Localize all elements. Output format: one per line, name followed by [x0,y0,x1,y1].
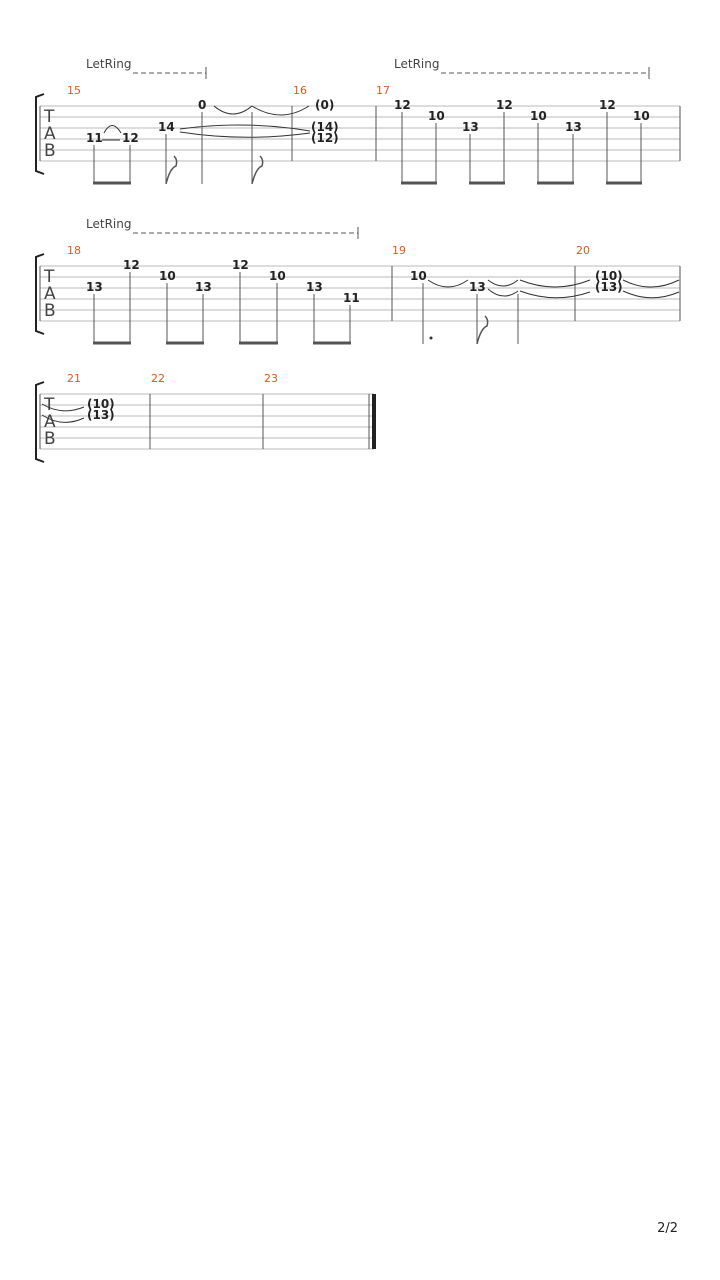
fret-number: 10 [530,109,547,123]
tab-clef-t: T [44,267,55,287]
fret-number: 13 [195,280,212,294]
fret-number: 12 [123,258,140,272]
fret-number: 11 [86,131,103,145]
fret-number: (10) [87,397,115,411]
ties [428,280,679,298]
measure-number: 18 [67,244,81,257]
tab-clef-t: T [44,395,55,415]
fret-number: 10 [159,269,176,283]
measure-number: 16 [293,84,307,97]
measure-number: 19 [392,244,406,257]
fret-number: 10 [410,269,427,283]
fret-number: 10 [269,269,286,283]
letring-label: LetRing [394,57,440,71]
tab-clef-a: A [44,124,56,144]
fret-number: (13) [87,408,115,422]
measure-number: 23 [264,372,278,385]
fret-number: 13 [462,120,479,134]
fret-number: 12 [232,258,249,272]
measure-number: 15 [67,84,81,97]
note-flags [477,316,488,344]
fret-number: 14 [158,120,175,134]
fret-number: (13) [595,280,623,294]
fret-number: 13 [306,280,323,294]
note-flags [166,156,263,184]
fret-number: (10) [595,269,623,283]
tab-clef-t: T [44,107,55,127]
tab-clef-a: A [44,284,56,304]
fret-number: 10 [428,109,445,123]
fret-number: 12 [394,98,411,112]
tab-clef-b: B [44,141,56,161]
letring-label: LetRing [86,57,132,71]
measure-number: 17 [376,84,390,97]
fret-number: (14) [311,120,339,134]
final-barline-thick [372,394,376,449]
system-3 [36,372,376,462]
tab-clef-b: B [44,301,56,321]
fret-number: 13 [469,280,486,294]
measure-number: 21 [67,372,81,385]
fret-number: 10 [633,109,650,123]
fret-number: 0 [198,98,207,112]
fret-number: (12) [311,131,339,145]
fret-number: 13 [565,120,582,134]
system-1 [36,57,680,184]
system-2 [36,217,680,344]
letring-label: LetRing [86,217,132,231]
fret-number: 12 [496,98,513,112]
fret-number: 12 [599,98,616,112]
measure-number: 20 [576,244,590,257]
page-number: 2/2 [657,1221,678,1236]
fret-number: 11 [343,291,360,305]
dotted-rhythm-dot [430,337,433,340]
fret-number: 13 [86,280,103,294]
fret-number: 12 [122,131,139,145]
fret-number: (0) [315,98,335,112]
stems [94,112,641,184]
tab-clef-a: A [44,412,56,432]
tab-clef-b: B [44,429,56,449]
measure-number: 22 [151,372,165,385]
